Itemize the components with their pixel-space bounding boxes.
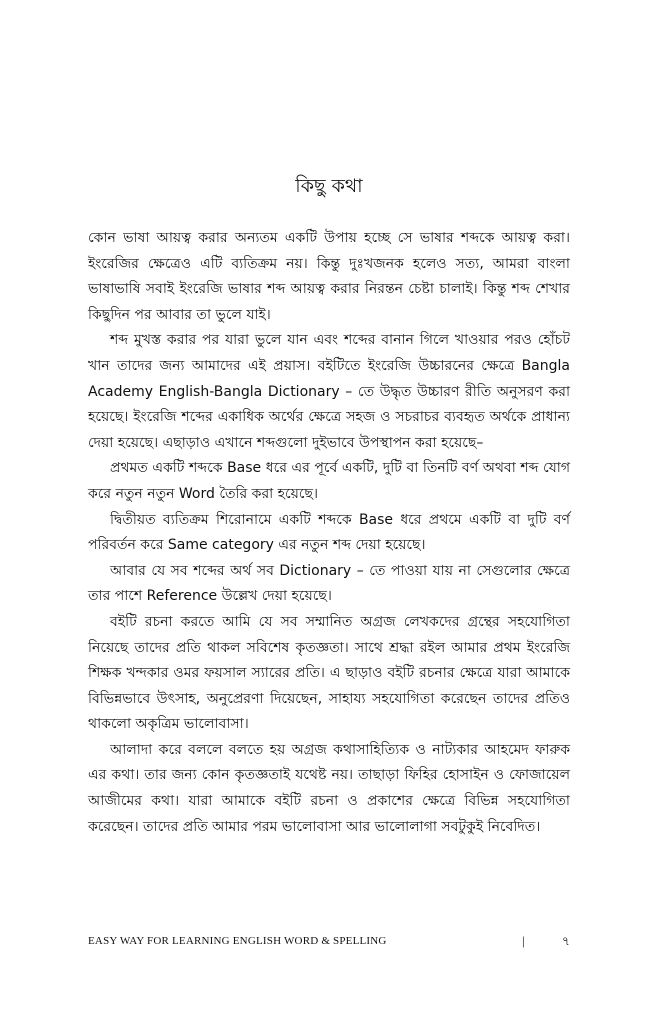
page-title: কিছু কথা: [295, 175, 363, 197]
paragraph-4: দ্বিতীয়ত ব্যতিক্রম শিরোনামে একটি শব্দকে Base ধরে প্রথমে একটি বা দুটি বর্ণ পরিবর্তন করে Same category এর নতুন শব্দ দেয়া হয়েছে।: [88, 511, 570, 554]
paragraph-3: প্রথমত একটি শব্দকে Base ধরে এর পূর্বে একটি, দুটি বা তিনটি বর্ণ অথবা শব্দ যোগ করে নতুন নতুন Word তৈরি করা হয়েছে।: [88, 460, 570, 502]
footer-separator: |: [522, 933, 525, 948]
paragraph-5: আবার যে সব শব্দের অর্থ সব Dictionary – তে পাওয়া যায় না সেগুলোর ক্ষেত্রে তার পাশে Reference উল্লেখ দেয়া হয়েছে।: [88, 562, 570, 605]
page-number: ৭: [561, 934, 570, 948]
paragraph-7: আলাদা করে বললে বলতে হয় অগ্রজ কথাসাহিত্যিক ও নাট্যকার আহমেদ ফারুক এর কথা। তার জন্য কোন কৃতজ্ঞতাই যথেষ্ট নয়। তাছাড়া ফিহির হোসাইন ও ফোজায়েল আজীমের কথা। যারা আমাকে বইটি রচনা ও প্রকাশের ক্ষেত্রে বিভিন্ন সহযোগিতা করেছেন। তাদের প্রতি আমার পরম ভালোবাসা আর ভালোলাগা সবটুকুই নিবেদিত।: [88, 741, 570, 835]
paragraph-2: শব্দ মুখস্ত করার পর যারা ভুলে যান এবং শব্দের বানান গিলে খাওয়ার পরও হোঁচট খান তাদের জন্য আমাদের এই প্রয়াস। বইটিতে ইংরেজি উচ্চারনের ক্ষেত্রে Bangla Academy English-Bangla Dictionary – তে উদ্ধৃত উচ্চারণ রীতি অনুসরণ করা হয়েছে। ইংরেজি শব্দের একাধিক অর্থের ক্ষেত্রে সহজ ও সচরাচর ব্যবহৃত অর্থকে প্রাধান্য দেয়া হয়েছে। এছাড়াও এখানে শব্দগুলো দুইভাবে উপস্থাপন করা হয়েছে–: [88, 332, 570, 451]
paragraph-6: বইটি রচনা করতে আমি যে সব সম্মানিত অগ্রজ লেখকদের গ্রন্থের সহযোগিতা নিয়েছে তাদের প্রতি থাকল সবিশেষ কৃতজ্ঞতা। সাথে শ্রদ্ধা রইল আমার প্রথম ইংরেজি শিক্ষক খন্দকার ওমর ফয়সাল স্যারের প্রতি। এ ছাড়াও বইটি রচনার ক্ষেত্রে যারা আমাকে বিভিন্নভাবে উৎসাহ, অনুপ্রেরণা দিয়েছেন, সাহায্য সহযোগিতা করেছেন তাদের প্রতিও থাকলো অকৃত্রিম ভালোবাসা।: [88, 613, 570, 733]
body-text: [88, 226, 570, 840]
paragraph-1: কোন ভাষা আয়ত্ব করার অন্যতম একটি উপায় হচ্ছে সে ভাষার শব্দকে আয়ত্ব করা। ইংরেজির ক্ষেত্রেও এটি ব্যতিক্রম নয়। কিন্তু দুঃখজনক হলেও সত্য, আমরা বাংলা ভাষাভাষি সবাই ইংরেজি ভাষার শব্দ আয়ত্ব করার নিরন্তন চেষ্টা চালাই। কিন্তু শব্দ শেখার কিছুদিন পর আবার তা ভুলে যাই।: [88, 230, 570, 323]
footer-book-title: EASY WAY FOR LEARNING ENGLISH WORD & SPELLING: [88, 935, 387, 947]
page-footer: [88, 933, 570, 949]
